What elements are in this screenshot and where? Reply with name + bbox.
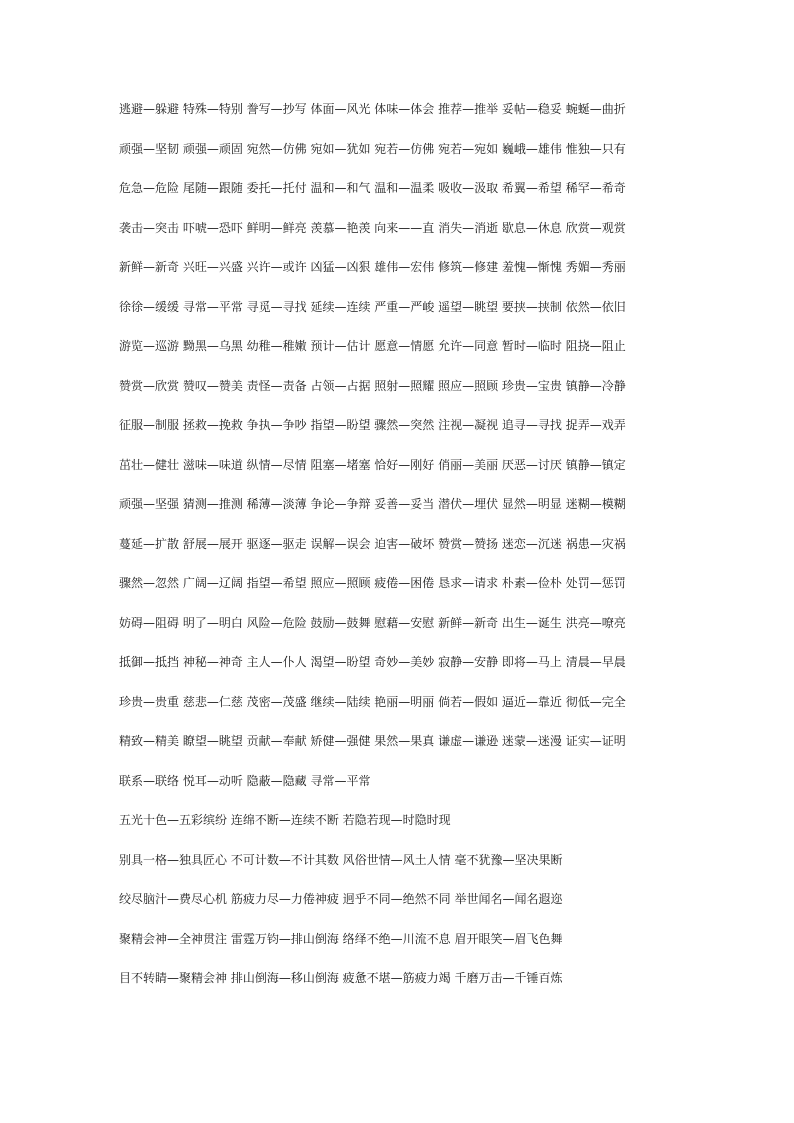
text-line: 徐徐—缓缓 寻常—平常 寻觅—寻找 延续—连续 严重—严峻 遥望—眺望 要挟—挟制 依然—依旧 [119, 299, 626, 314]
text-line: 危急—危险 尾随—跟随 委托—托付 温和—和气 温和—温柔 吸收—汲取 希翼—希望 稀罕—希奇 [119, 181, 626, 195]
text-line: 逃避—躲避 特殊—特别 誊写—抄写 体面—风光 体味—体会 推荐—推举 妥帖—稳妥 蜿蜒—曲折 [119, 102, 626, 116]
text-line: 蔓延—扩散 舒展—展开 驱逐—驱走 误解—误会 迫害—破坏 赞赏—赞扬 迷恋—沉迷 祸患—灾祸 [119, 536, 626, 551]
text-line: 精致—精美 瞭望—眺望 贡献—奉献 矫健—强健 果然—果真 谦虚—谦逊 迷蒙—迷漫 证实—证明 [119, 734, 626, 748]
text-line: 新鲜—新奇 兴旺—兴盛 兴许—或许 凶猛—凶狠 雄伟—宏伟 修筑—修建 羞愧—惭愧 秀媚—秀丽 [119, 260, 626, 274]
text-line: 珍贵—贵重 慈悲—仁慈 茂密—茂盛 继续—陆续 艳丽—明丽 倘若—假如 逼近—靠近 彻低—完全 [119, 694, 626, 709]
text-line: 茁壮—健壮 滋味—味道 纵情—尽情 阻塞—堵塞 恰好—刚好 俏丽—美丽 厌恶—讨厌 镇静—镇定 [119, 457, 626, 472]
text-line: 顽强—坚强 猜测—推测 稀薄—淡薄 争论—争辩 妥善—妥当 潜伏—埋伏 显然—明显 迷糊—模糊 [119, 497, 626, 511]
text-line: 目不转睛—聚精会神 排山倒海—移山倒海 疲惫不堪—筋疲力竭 千磨万击—千锤百炼 [119, 971, 563, 985]
text-line: 袭击—突击 吓唬—恐吓 鲜明—鲜亮 羡慕—艳羡 向来——直 消失—消逝 歇息—休息 欣赏—观赏 [119, 220, 626, 235]
text-line: 顽强—坚韧 顽强—顽固 宛然—仿佛 宛如—犹如 宛若—仿佛 宛若—宛如 巍峨—雄伟 惟独—只有 [119, 141, 626, 156]
text-line: 五光十色—五彩缤纷 连绵不断—连续不断 若隐若现—时隐时现 [119, 813, 451, 827]
text-line: 抵御—抵挡 神秘—神奇 主人—仆人 渴望—盼望 奇妙—美妙 寂静—安静 即将—马上 清晨—早晨 [119, 655, 626, 669]
text-line: 聚精会神—全神贯注 雷霆万钧—排山倒海 络绎不绝—川流不息 眉开眼笑—眉飞色舞 [119, 931, 563, 946]
text-line: 绞尽脑汁—费尽心机 筋疲力尽—力倦神疲 迥乎不同—绝然不同 举世闻名—闻名遐迩 [119, 892, 563, 906]
text-line: 游览—巡游 黝黑—乌黑 幼稚—稚嫩 预计—估计 愿意—情愿 允许—同意 暂时—临时 阻挠—阻止 [119, 339, 626, 353]
synonym-list [119, 98, 679, 1007]
text-line: 别具一格—独具匠心 不可计数—不计其数 风俗世情—风土人情 毫不犹豫—坚决果断 [119, 852, 563, 867]
text-line: 妨碍—阻碍 明了—明白 风险—危险 鼓励—鼓舞 慰藉—安慰 新鲜—新奇 出生—诞生 洪亮—嘹亮 [119, 615, 626, 630]
text-line: 联系—联络 悦耳—动听 隐蔽—隐藏 寻常—平常 [119, 773, 371, 788]
text-line: 赞赏—欣赏 赞叹—赞美 责怪—责备 占领—占据 照射—照耀 照应—照顾 珍贵—宝贵 镇静—冷静 [119, 378, 626, 393]
text-line: 征服—制服 拯救—挽救 争执—争吵 指望—盼望 骤然—突然 注视—凝视 追寻—寻找 捉弄—戏弄 [119, 418, 626, 432]
text-line: 骤然—忽然 广阔—辽阔 指望—希望 照应—照顾 疲倦—困倦 恳求—请求 朴素—俭朴 处罚—惩罚 [119, 576, 626, 590]
